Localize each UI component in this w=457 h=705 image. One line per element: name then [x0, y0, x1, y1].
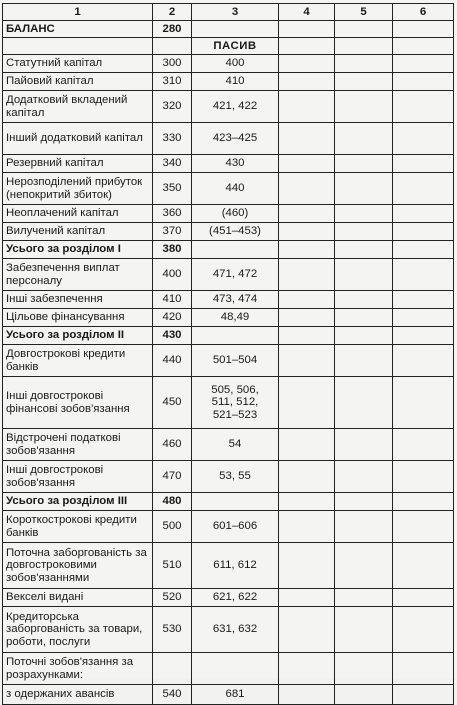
row-account-refs [192, 241, 279, 259]
account-ref-line: 53, 55 [219, 470, 251, 483]
section-empty-4 [279, 38, 335, 55]
table-row [3, 429, 454, 461]
row-code: 340 [153, 155, 192, 173]
row-code: 370 [153, 223, 192, 241]
row-code: 330 [153, 123, 192, 155]
row-empty-cell-6 [393, 327, 454, 345]
account-ref-line: 505, 506, [211, 383, 259, 396]
row-code: 410 [153, 291, 192, 309]
table-row [3, 461, 454, 493]
table-row [3, 173, 454, 205]
row-account-refs [192, 685, 279, 705]
row-code: 450 [153, 377, 192, 429]
row-name: Неоплачений капітал [3, 205, 153, 223]
row-account-refs [192, 345, 279, 377]
row-code [153, 653, 192, 685]
table-row [3, 55, 454, 73]
row-code: 430 [153, 327, 192, 345]
row-name: Інші довгострокові зобов'язання [3, 461, 153, 493]
row-empty-cell-5 [335, 607, 393, 653]
row-name: Нерозподілений прибуток (непокритий збиток) [3, 173, 153, 205]
account-ref-line: 440 [225, 182, 245, 195]
account-ref-line: 521–523 [212, 408, 258, 421]
balance-label: БАЛАНС [3, 21, 153, 38]
row-empty-cell-4 [279, 123, 335, 155]
row-empty-cell-6 [393, 511, 454, 543]
row-account-refs [192, 429, 279, 461]
account-ref-line: 611, 612 [213, 559, 257, 572]
row-name: Забезпечення виплат персоналу [3, 259, 153, 291]
row-empty-cell-5 [335, 73, 393, 91]
row-empty-cell-4 [279, 309, 335, 327]
account-ref-line: 631, 632 [212, 623, 258, 636]
row-account-refs [192, 73, 279, 91]
row-account-refs [192, 327, 279, 345]
row-account-refs [192, 653, 279, 685]
row-empty-cell-5 [335, 589, 393, 607]
row-account-refs [192, 259, 279, 291]
row-name: Інші забезпечення [3, 291, 153, 309]
row-empty-cell-4 [279, 653, 335, 685]
balance-table-body [3, 4, 454, 705]
row-account-refs [192, 589, 279, 607]
row-empty-cell-6 [393, 73, 454, 91]
table-row [3, 205, 454, 223]
account-ref-line: 681 [225, 688, 245, 701]
row-empty-cell-6 [393, 429, 454, 461]
table-row [3, 607, 454, 653]
row-empty-cell-5 [335, 291, 393, 309]
account-ref-line: 430 [225, 157, 245, 170]
row-code: 470 [153, 461, 192, 493]
balance-table [2, 3, 454, 705]
row-empty-cell-5 [335, 345, 393, 377]
row-name: Вилучений капітал [3, 223, 153, 241]
row-empty-cell-6 [393, 685, 454, 705]
row-name: Інший додатковий капітал [3, 123, 153, 155]
table-row [3, 653, 454, 685]
table-row [3, 493, 454, 511]
row-empty-cell-6 [393, 543, 454, 589]
row-empty-cell-6 [393, 493, 454, 511]
row-empty-cell-6 [393, 309, 454, 327]
row-empty-cell-6 [393, 259, 454, 291]
row-empty-cell-5 [335, 155, 393, 173]
account-ref-line: 471, 472 [212, 268, 258, 281]
row-account-refs [192, 461, 279, 493]
row-empty-cell-4 [279, 327, 335, 345]
row-empty-cell-4 [279, 155, 335, 173]
row-account-refs [192, 155, 279, 173]
row-empty-cell-6 [393, 173, 454, 205]
row-name: Додатковий вкладений капітал [3, 91, 153, 123]
row-code: 440 [153, 345, 192, 377]
table-row [3, 73, 454, 91]
row-empty-cell-5 [335, 259, 393, 291]
row-empty-cell-5 [335, 653, 393, 685]
table-row [3, 511, 454, 543]
table-row [3, 327, 454, 345]
row-empty-cell-5 [335, 205, 393, 223]
table-row [3, 291, 454, 309]
row-empty-cell-5 [335, 461, 393, 493]
row-code: 460 [153, 429, 192, 461]
row-empty-cell-4 [279, 91, 335, 123]
row-empty-cell-4 [279, 493, 335, 511]
section-empty-1 [3, 38, 153, 55]
table-row [3, 685, 454, 705]
row-empty-cell-4 [279, 511, 335, 543]
row-empty-cell-4 [279, 223, 335, 241]
account-ref-line: 54 [228, 438, 242, 451]
account-ref-line: 473, 474 [212, 293, 258, 306]
row-account-refs [192, 91, 279, 123]
table-row [3, 543, 454, 589]
header-cell-3: 3 [192, 4, 279, 21]
row-name: Усього за розділом І [3, 241, 153, 259]
row-empty-cell-5 [335, 91, 393, 123]
row-empty-cell-5 [335, 377, 393, 429]
row-account-refs [192, 493, 279, 511]
row-empty-cell-6 [393, 377, 454, 429]
section-empty-2 [153, 38, 192, 55]
row-empty-cell-5 [335, 223, 393, 241]
row-account-refs [192, 291, 279, 309]
row-name: Усього за розділом III [3, 493, 153, 511]
balance-row [3, 21, 454, 38]
row-empty-cell-5 [335, 493, 393, 511]
row-name: Поточна заборгованість за довгостроковими зобов'язаннями [3, 543, 153, 589]
table-row [3, 309, 454, 327]
balance-empty-5 [335, 21, 393, 38]
section-header-row [3, 38, 454, 55]
row-account-refs [192, 55, 279, 73]
account-ref-line: 423–425 [212, 132, 258, 145]
row-account-refs [192, 377, 279, 429]
table-row [3, 377, 454, 429]
header-cell-2: 2 [153, 4, 192, 21]
row-empty-cell-5 [335, 429, 393, 461]
account-ref-line: 48,49 [220, 311, 250, 324]
row-empty-cell-6 [393, 345, 454, 377]
account-ref-line: 511, 512, [211, 396, 259, 409]
row-name: Усього за розділом II [3, 327, 153, 345]
row-empty-cell-6 [393, 55, 454, 73]
row-name: Векселі видані [3, 589, 153, 607]
row-empty-cell-6 [393, 589, 454, 607]
row-account-refs [192, 173, 279, 205]
row-name: Поточні зобов'язання за розрахунками: [3, 653, 153, 685]
table-row [3, 259, 454, 291]
section-empty-6 [393, 38, 454, 55]
header-cell-5: 5 [335, 4, 393, 21]
row-code: 320 [153, 91, 192, 123]
row-account-refs [192, 223, 279, 241]
row-code: 420 [153, 309, 192, 327]
row-empty-cell-5 [335, 327, 393, 345]
row-empty-cell-6 [393, 205, 454, 223]
row-account-refs [192, 511, 279, 543]
header-row [3, 4, 454, 21]
section-title: ПАСИВ [192, 38, 279, 55]
row-code: 510 [153, 543, 192, 589]
balance-empty-3 [192, 21, 279, 38]
row-account-refs [192, 543, 279, 589]
row-empty-cell-6 [393, 123, 454, 155]
row-code: 310 [153, 73, 192, 91]
row-empty-cell-6 [393, 155, 454, 173]
table-row [3, 123, 454, 155]
account-ref-line: 621, 622 [212, 591, 258, 604]
row-name: Довгострокові кредити банків [3, 345, 153, 377]
table-row [3, 241, 454, 259]
row-empty-cell-4 [279, 589, 335, 607]
row-empty-cell-4 [279, 685, 335, 705]
table-row [3, 345, 454, 377]
row-empty-cell-4 [279, 259, 335, 291]
balance-empty-6 [393, 21, 454, 38]
row-name: Пайовий капітал [3, 73, 153, 91]
row-empty-cell-6 [393, 653, 454, 685]
row-empty-cell-6 [393, 91, 454, 123]
row-name: Резервний капітал [3, 155, 153, 173]
account-ref-line: (460) [221, 207, 249, 220]
row-empty-cell-4 [279, 345, 335, 377]
row-empty-cell-5 [335, 511, 393, 543]
row-account-refs [192, 309, 279, 327]
account-ref-line: 421, 422 [212, 100, 258, 113]
account-ref-line: 601–606 [212, 520, 258, 533]
row-code: 530 [153, 607, 192, 653]
table-row [3, 155, 454, 173]
balance-empty-4 [279, 21, 335, 38]
row-code: 480 [153, 493, 192, 511]
row-empty-cell-5 [335, 55, 393, 73]
row-empty-cell-6 [393, 461, 454, 493]
row-name: Цільове фінансування [3, 309, 153, 327]
row-empty-cell-6 [393, 241, 454, 259]
table-row [3, 91, 454, 123]
row-empty-cell-4 [279, 429, 335, 461]
row-name: Відстрочені податкові зобов'язання [3, 429, 153, 461]
row-code: 300 [153, 55, 192, 73]
header-cell-4: 4 [279, 4, 335, 21]
row-empty-cell-5 [335, 123, 393, 155]
account-ref-line: 501–504 [212, 354, 258, 367]
row-empty-cell-4 [279, 377, 335, 429]
row-code: 350 [153, 173, 192, 205]
header-cell-1: 1 [3, 4, 153, 21]
row-empty-cell-4 [279, 205, 335, 223]
row-code: 400 [153, 259, 192, 291]
row-empty-cell-6 [393, 607, 454, 653]
section-empty-5 [335, 38, 393, 55]
row-empty-cell-4 [279, 607, 335, 653]
row-empty-cell-5 [335, 543, 393, 589]
row-name: з одержаних авансів [3, 685, 153, 705]
row-code: 360 [153, 205, 192, 223]
account-ref-line: (451–453) [209, 225, 261, 238]
row-account-refs [192, 607, 279, 653]
row-empty-cell-4 [279, 173, 335, 205]
row-empty-cell-6 [393, 223, 454, 241]
header-cell-6: 6 [393, 4, 454, 21]
row-name: Короткострокові кредити банків [3, 511, 153, 543]
row-code: 380 [153, 241, 192, 259]
row-empty-cell-5 [335, 241, 393, 259]
row-name: Статутний капітал [3, 55, 153, 73]
row-account-refs [192, 205, 279, 223]
row-name: Кредиторська заборгованість за товари, роботи, послуги [3, 607, 153, 653]
row-empty-cell-4 [279, 241, 335, 259]
row-empty-cell-4 [279, 55, 335, 73]
row-code: 500 [153, 511, 192, 543]
row-name: Інші довгострокові фінансові зобов'язання [3, 377, 153, 429]
row-empty-cell-5 [335, 309, 393, 327]
row-code: 540 [153, 685, 192, 705]
row-empty-cell-5 [335, 173, 393, 205]
row-empty-cell-5 [335, 685, 393, 705]
row-empty-cell-4 [279, 461, 335, 493]
account-ref-line: 400 [225, 57, 245, 70]
row-code: 520 [153, 589, 192, 607]
table-row [3, 223, 454, 241]
row-empty-cell-4 [279, 73, 335, 91]
balance-code: 280 [153, 21, 192, 38]
account-ref-line: 410 [225, 75, 245, 88]
row-account-refs [192, 123, 279, 155]
row-empty-cell-4 [279, 543, 335, 589]
row-empty-cell-4 [279, 291, 335, 309]
row-empty-cell-6 [393, 291, 454, 309]
table-row [3, 589, 454, 607]
